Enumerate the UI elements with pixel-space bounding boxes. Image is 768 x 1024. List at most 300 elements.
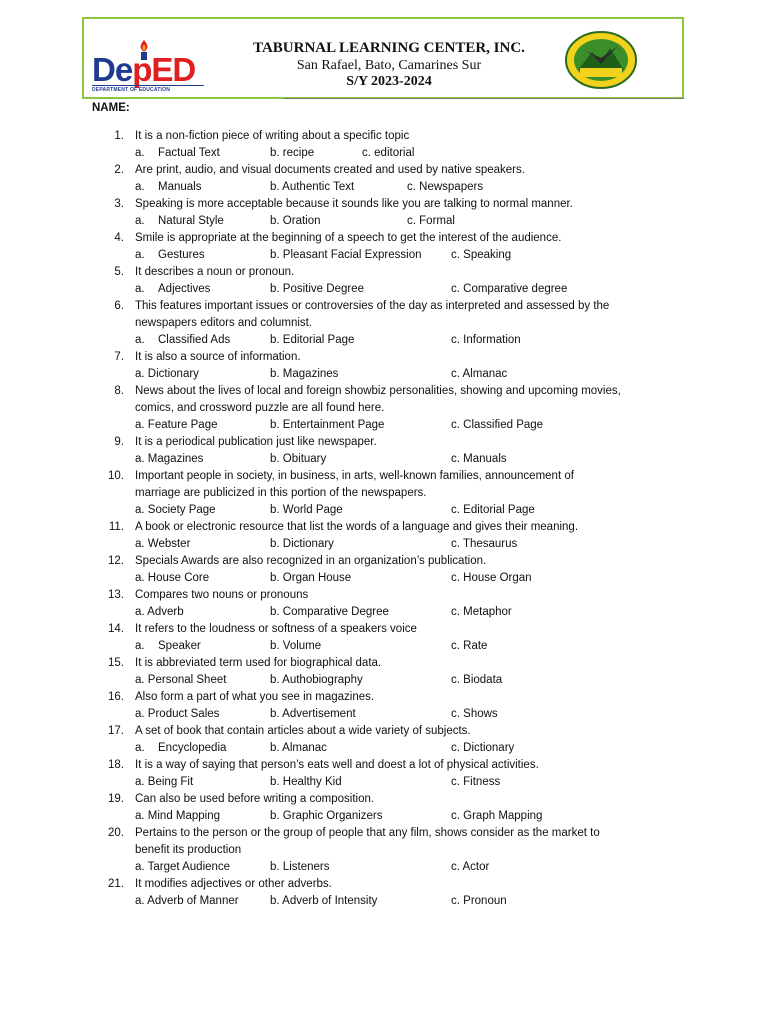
option-letter: c. [407, 215, 416, 227]
option-text: Dictionary [282, 538, 334, 550]
option-text: Pronoun [463, 895, 507, 907]
option-a[interactable] [135, 808, 220, 825]
question-item [0, 587, 768, 621]
question-line [0, 876, 768, 893]
option-text: House Organ [463, 572, 532, 584]
question-text: It refers to the loudness or softness of a speakers voice [135, 623, 417, 635]
option-letter: c. [451, 810, 460, 822]
question-line [0, 689, 768, 706]
option-c[interactable] [407, 179, 483, 196]
question-item [0, 655, 768, 689]
option-b[interactable] [270, 672, 363, 689]
question-line [0, 621, 768, 638]
option-c[interactable] [451, 706, 498, 723]
question-line [0, 842, 768, 859]
question-item [0, 791, 768, 825]
option-text: Pleasant Facial Expression [282, 249, 422, 261]
option-letter: b. [270, 640, 280, 652]
option-letter: c. [451, 504, 460, 516]
question-text: Pertains to the person or the group of people that any film, shows consider as the market to [135, 827, 600, 839]
question-text: Specials Awards are also recognized in an organization’s publication. [135, 555, 487, 567]
question-text: A set of book that contain articles about a wide variety of subjects. [135, 725, 471, 737]
question-item [0, 723, 768, 757]
option-text: Actor [462, 861, 490, 873]
question-number: 21. [108, 878, 124, 890]
option-letter: b. [270, 504, 280, 516]
option-text: Factual Text [158, 147, 220, 159]
school-info [224, 39, 554, 90]
option-text: Webster [147, 538, 191, 550]
option-letter: c. [451, 861, 460, 873]
question-text: It is a non-fiction piece of writing about a specific topic [135, 130, 410, 142]
option-letter: c. [451, 538, 460, 550]
option-b[interactable] [270, 893, 377, 910]
option-a[interactable] [135, 774, 193, 791]
option-letter: b. [270, 572, 280, 584]
option-text: Organ House [282, 572, 352, 584]
option-a[interactable] [135, 417, 217, 434]
question-item [0, 689, 768, 723]
option-text: Society Page [147, 504, 216, 516]
option-b[interactable] [270, 366, 338, 383]
option-a[interactable] [135, 332, 230, 349]
option-b[interactable] [270, 247, 422, 264]
options-row [0, 451, 768, 468]
option-c[interactable] [451, 672, 502, 689]
option-letter: a. [135, 504, 145, 516]
option-text: Target Audience [147, 861, 231, 873]
option-text: Thesaurus [462, 538, 518, 550]
question-item [0, 621, 768, 655]
option-text: Speaker [158, 640, 201, 652]
option-b[interactable] [270, 281, 364, 298]
option-b[interactable] [270, 179, 354, 196]
option-letter: b. [270, 606, 280, 618]
option-letter: b. [270, 742, 280, 754]
option-letter: b. [270, 708, 280, 720]
question-item [0, 128, 768, 162]
option-a[interactable] [135, 604, 184, 621]
options-row [0, 366, 768, 383]
question-text: It is a way of saying that person’s eats well and doest a lot of physical activities. [135, 759, 539, 771]
option-letter: b. [270, 283, 280, 295]
option-a[interactable] [135, 672, 226, 689]
question-item [0, 757, 768, 791]
option-text: Classified Page [463, 419, 544, 431]
question-text: It is abbreviated term used for biographical data. [135, 657, 382, 669]
option-letter: c. [407, 181, 416, 193]
option-b[interactable] [270, 859, 329, 876]
question-line [0, 128, 768, 145]
option-letter: a. [135, 249, 145, 261]
question-text: It modifies adjectives or other adverbs. [135, 878, 332, 890]
options-row [0, 281, 768, 298]
question-text: This features important issues or controversies of the day as interpreted and assessed by the [135, 300, 610, 312]
question-text: Smile is appropriate at the beginning of a speech to get the interest of the audience. [135, 232, 562, 244]
option-b[interactable] [270, 213, 321, 230]
option-text: Dictionary [147, 368, 199, 380]
question-item [0, 468, 768, 519]
question-line [0, 655, 768, 672]
question-number: 11. [108, 521, 124, 533]
question-line [0, 485, 768, 502]
option-letter: c. [451, 895, 460, 907]
options-row [0, 332, 768, 349]
option-letter: b. [270, 334, 280, 346]
question-number: 8. [114, 385, 124, 397]
option-letter: a. [135, 572, 145, 584]
question-text: It is a periodical publication just like newspaper. [135, 436, 377, 448]
option-text: Manuals [463, 453, 507, 465]
option-b[interactable] [270, 604, 389, 621]
question-item [0, 519, 768, 553]
option-text: Authobiography [282, 674, 363, 686]
question-text: Also form a part of what you see in magazines. [135, 691, 375, 703]
question-number: 16. [108, 691, 124, 703]
option-letter: a. [135, 742, 145, 754]
school-seal-icon [564, 30, 638, 90]
option-text: Advertisement [282, 708, 356, 720]
question-text: It is also a source of information. [135, 351, 301, 363]
options-row [0, 774, 768, 791]
option-letter: a. [135, 147, 145, 159]
option-letter: c. [451, 640, 460, 652]
option-text: Classified Ads [158, 334, 231, 346]
option-text: Encyclopedia [158, 742, 227, 754]
option-letter: c. [451, 606, 460, 618]
option-text: Information [463, 334, 521, 346]
question-line [0, 468, 768, 485]
option-text: Natural Style [158, 215, 224, 227]
question-text: Compares two nouns or pronouns [135, 589, 309, 601]
option-text: Formal [419, 215, 455, 227]
option-letter: b. [270, 181, 280, 193]
school-header [82, 17, 684, 99]
quiz-list [0, 128, 768, 910]
school-name: TABURNAL LEARNING CENTER, INC. [253, 40, 525, 56]
option-text: Rate [463, 640, 488, 652]
option-letter: a. [135, 453, 145, 465]
option-a[interactable] [135, 145, 220, 162]
option-c[interactable] [451, 332, 521, 349]
option-text: Positive Degree [282, 283, 364, 295]
option-a[interactable] [135, 451, 203, 468]
option-letter: a. [135, 861, 145, 873]
option-c[interactable] [451, 451, 507, 468]
deped-logo [92, 39, 212, 95]
option-c[interactable] [407, 213, 455, 230]
option-text: Graph Mapping [463, 810, 543, 822]
option-letter: b. [270, 538, 280, 550]
option-b[interactable] [270, 451, 326, 468]
school-year: S/Y 2023-2024 [346, 74, 432, 89]
option-b[interactable] [270, 638, 321, 655]
option-c[interactable] [451, 604, 512, 621]
option-letter: a. [135, 181, 145, 193]
question-number: 7. [114, 351, 124, 363]
option-a[interactable] [135, 893, 239, 910]
question-number: 3. [114, 198, 124, 210]
question-item [0, 383, 768, 434]
option-text: Feature Page [147, 419, 218, 431]
name-label: NAME: [92, 102, 130, 114]
option-b[interactable] [270, 808, 383, 825]
option-a[interactable] [135, 638, 201, 655]
question-number: 4. [114, 232, 124, 244]
option-text: Magazines [147, 453, 204, 465]
school-address: San Rafael, Bato, Camarines Sur [296, 58, 482, 73]
option-b[interactable] [270, 502, 343, 519]
option-letter: c. [451, 368, 460, 380]
question-text: Important people in society, in business, in arts, well-known families, announcement of [135, 470, 574, 482]
question-line [0, 298, 768, 315]
option-letter: c. [451, 742, 460, 754]
option-letter: b. [270, 147, 280, 159]
option-b[interactable] [270, 145, 314, 162]
option-letter: a. [135, 368, 145, 380]
options-row [0, 502, 768, 519]
option-c[interactable] [451, 774, 500, 791]
option-a[interactable] [135, 706, 219, 723]
option-text: Biodata [463, 674, 503, 686]
options-row [0, 604, 768, 621]
option-text: recipe [282, 147, 315, 159]
option-text: Dictionary [463, 742, 515, 754]
question-line [0, 383, 768, 400]
option-letter: b. [270, 810, 280, 822]
option-letter: b. [270, 861, 280, 873]
option-letter: b. [270, 895, 280, 907]
option-letter: c. [451, 708, 460, 720]
option-c[interactable] [451, 281, 567, 298]
question-line [0, 723, 768, 740]
question-text: marriage are publicized in this portion of the newspapers. [135, 487, 427, 499]
option-letter: a. [135, 419, 145, 431]
option-c[interactable] [451, 247, 511, 264]
option-text: Product Sales [147, 708, 220, 720]
options-row [0, 417, 768, 434]
option-text: Entertainment Page [282, 419, 385, 431]
option-letter: b. [270, 674, 280, 686]
option-text: Editorial Page [463, 504, 535, 516]
name-field[interactable] [92, 102, 130, 114]
option-c[interactable] [451, 859, 489, 876]
option-c[interactable] [451, 740, 514, 757]
question-number: 17. [108, 725, 124, 737]
option-c[interactable] [451, 536, 517, 553]
question-number: 18. [108, 759, 124, 771]
option-a[interactable] [135, 281, 210, 298]
option-letter: b. [270, 368, 280, 380]
option-b[interactable] [270, 740, 327, 757]
option-text: Adverb of Intensity [282, 895, 378, 907]
option-text: Metaphor [463, 606, 512, 618]
option-a[interactable] [135, 502, 216, 519]
option-text: Fitness [463, 776, 501, 788]
option-text: Editorial Page [282, 334, 355, 346]
question-line [0, 434, 768, 451]
question-item [0, 264, 768, 298]
option-c[interactable] [451, 502, 535, 519]
option-text: Comparative Degree [282, 606, 389, 618]
option-letter: c. [451, 283, 460, 295]
option-b[interactable] [270, 706, 356, 723]
question-item [0, 230, 768, 264]
option-a[interactable] [135, 740, 226, 757]
question-number: 12. [108, 555, 124, 567]
deped-subtitle: DEPARTMENT OF EDUCATION [92, 85, 204, 93]
question-item [0, 349, 768, 383]
option-text: Graphic Organizers [282, 810, 383, 822]
question-line [0, 162, 768, 179]
option-a[interactable] [135, 179, 201, 196]
option-c[interactable] [451, 417, 543, 434]
option-letter: c. [451, 776, 460, 788]
option-letter: c. [362, 147, 371, 159]
option-text: Healthy Kid [282, 776, 342, 788]
option-text: Volume [282, 640, 322, 652]
option-c[interactable] [451, 893, 507, 910]
options-row [0, 536, 768, 553]
option-a[interactable] [135, 859, 230, 876]
option-a[interactable] [135, 213, 224, 230]
question-number: 20. [108, 827, 124, 839]
option-letter: a. [135, 708, 145, 720]
deped-wordmark: DepED [92, 51, 196, 88]
option-letter: a. [135, 895, 145, 907]
options-row [0, 859, 768, 876]
question-line [0, 825, 768, 842]
question-text: It describes a noun or pronoun. [135, 266, 295, 278]
question-item [0, 434, 768, 468]
question-number: 13. [108, 589, 124, 601]
option-a[interactable] [135, 366, 199, 383]
option-letter: a. [135, 776, 145, 788]
option-letter: c. [451, 334, 460, 346]
option-a[interactable] [135, 536, 190, 553]
options-row [0, 638, 768, 655]
option-letter: b. [270, 453, 280, 465]
option-b[interactable] [270, 570, 351, 587]
question-number: 10. [108, 470, 124, 482]
question-line [0, 230, 768, 247]
option-c[interactable] [451, 366, 507, 383]
option-text: Listeners [282, 861, 330, 873]
option-letter: c. [451, 572, 460, 584]
option-a[interactable] [135, 570, 209, 587]
option-letter: c. [451, 249, 460, 261]
question-number: 19. [108, 793, 124, 805]
question-number: 2. [114, 164, 124, 176]
question-number: 6. [114, 300, 124, 312]
option-letter: a. [135, 810, 145, 822]
option-text: Mind Mapping [147, 810, 221, 822]
question-number: 9. [114, 436, 124, 448]
question-line [0, 349, 768, 366]
question-line [0, 196, 768, 213]
options-row [0, 893, 768, 910]
options-row [0, 570, 768, 587]
option-a[interactable] [135, 247, 205, 264]
question-text: benefit its production [135, 844, 242, 856]
question-text: comics, and crossword puzzle are all found here. [135, 402, 385, 414]
question-item [0, 876, 768, 910]
option-text: Adjectives [158, 283, 211, 295]
option-letter: a. [135, 606, 145, 618]
option-text: Manuals [158, 181, 202, 193]
option-text: Gestures [158, 249, 205, 261]
question-item [0, 196, 768, 230]
question-text: Can also be used before writing a composition. [135, 793, 375, 805]
option-b[interactable] [270, 774, 342, 791]
option-letter: c. [451, 419, 460, 431]
option-c[interactable] [362, 145, 414, 162]
options-row [0, 672, 768, 689]
option-letter: c. [451, 674, 460, 686]
option-letter: a. [135, 334, 145, 346]
question-line [0, 791, 768, 808]
option-letter: b. [270, 419, 280, 431]
question-line [0, 587, 768, 604]
option-text: World Page [282, 504, 343, 516]
option-letter: b. [270, 249, 280, 261]
option-text: Shows [463, 708, 498, 720]
options-row [0, 706, 768, 723]
option-text: Adverb of Manner [147, 895, 239, 907]
option-text: Almanac [282, 742, 327, 754]
question-item [0, 162, 768, 196]
option-c[interactable] [451, 570, 532, 587]
option-b[interactable] [270, 536, 334, 553]
option-text: Authentic Text [282, 181, 355, 193]
option-c[interactable] [451, 808, 542, 825]
question-text: Are print, audio, and visual documents created and used by native speakers. [135, 164, 525, 176]
options-row [0, 145, 768, 162]
option-letter: a. [135, 640, 145, 652]
option-b[interactable] [270, 417, 384, 434]
options-row [0, 213, 768, 230]
options-row [0, 808, 768, 825]
question-number: 5. [114, 266, 124, 278]
question-text: A book or electronic resource that list the words of a language and gives their meaning. [135, 521, 579, 533]
option-letter: c. [451, 453, 460, 465]
question-number: 15. [108, 657, 124, 669]
option-text: Obituary [282, 453, 327, 465]
question-text: News about the lives of local and foreign showbiz personalities, showing and upcoming movies, [135, 385, 621, 397]
option-c[interactable] [451, 638, 487, 655]
question-line [0, 553, 768, 570]
option-text: Magazines [282, 368, 339, 380]
option-text: Comparative degree [463, 283, 568, 295]
option-text: Speaking [463, 249, 512, 261]
question-number: 1. [114, 130, 124, 142]
question-item [0, 553, 768, 587]
option-b[interactable] [270, 332, 354, 349]
question-line [0, 400, 768, 417]
question-text: Speaking is more acceptable because it sounds like you are talking to normal manner. [135, 198, 573, 210]
options-row [0, 247, 768, 264]
option-text: Almanac [462, 368, 508, 380]
question-line [0, 757, 768, 774]
option-letter: a. [135, 674, 145, 686]
question-line [0, 519, 768, 536]
option-text: Adverb [147, 606, 184, 618]
question-item [0, 825, 768, 876]
option-letter: a. [135, 215, 145, 227]
option-text: editorial [374, 147, 415, 159]
question-line [0, 315, 768, 332]
question-item [0, 298, 768, 349]
